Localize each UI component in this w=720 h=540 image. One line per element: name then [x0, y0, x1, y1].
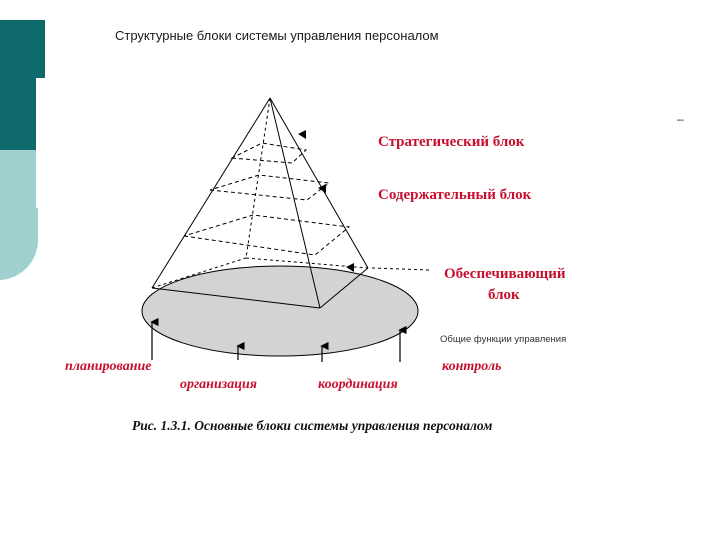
label-support-block-line1: Обеспечивающий: [444, 266, 566, 282]
label-general-functions: Общие функции управления: [440, 334, 567, 345]
dash-mark: –: [677, 112, 684, 126]
label-control: контроль: [442, 359, 502, 374]
level-slices: [184, 143, 349, 255]
support-leader-line: [372, 268, 430, 270]
figure-caption: Рис. 1.3.1. Основные блоки системы управления персоналом: [132, 418, 493, 433]
base-ellipse: [142, 266, 418, 356]
label-support-block-line2: блок: [488, 287, 520, 303]
label-coordination: координация: [318, 377, 398, 392]
label-planning: планирование: [65, 359, 152, 374]
label-strategic-block: Стратегический блок: [378, 134, 525, 150]
label-content-block: Содержательный блок: [378, 187, 532, 203]
label-organization: организация: [180, 377, 257, 392]
slide-title: Структурные блоки системы управления персоналом: [115, 28, 439, 43]
pyramid-hidden-edges: [152, 98, 368, 288]
